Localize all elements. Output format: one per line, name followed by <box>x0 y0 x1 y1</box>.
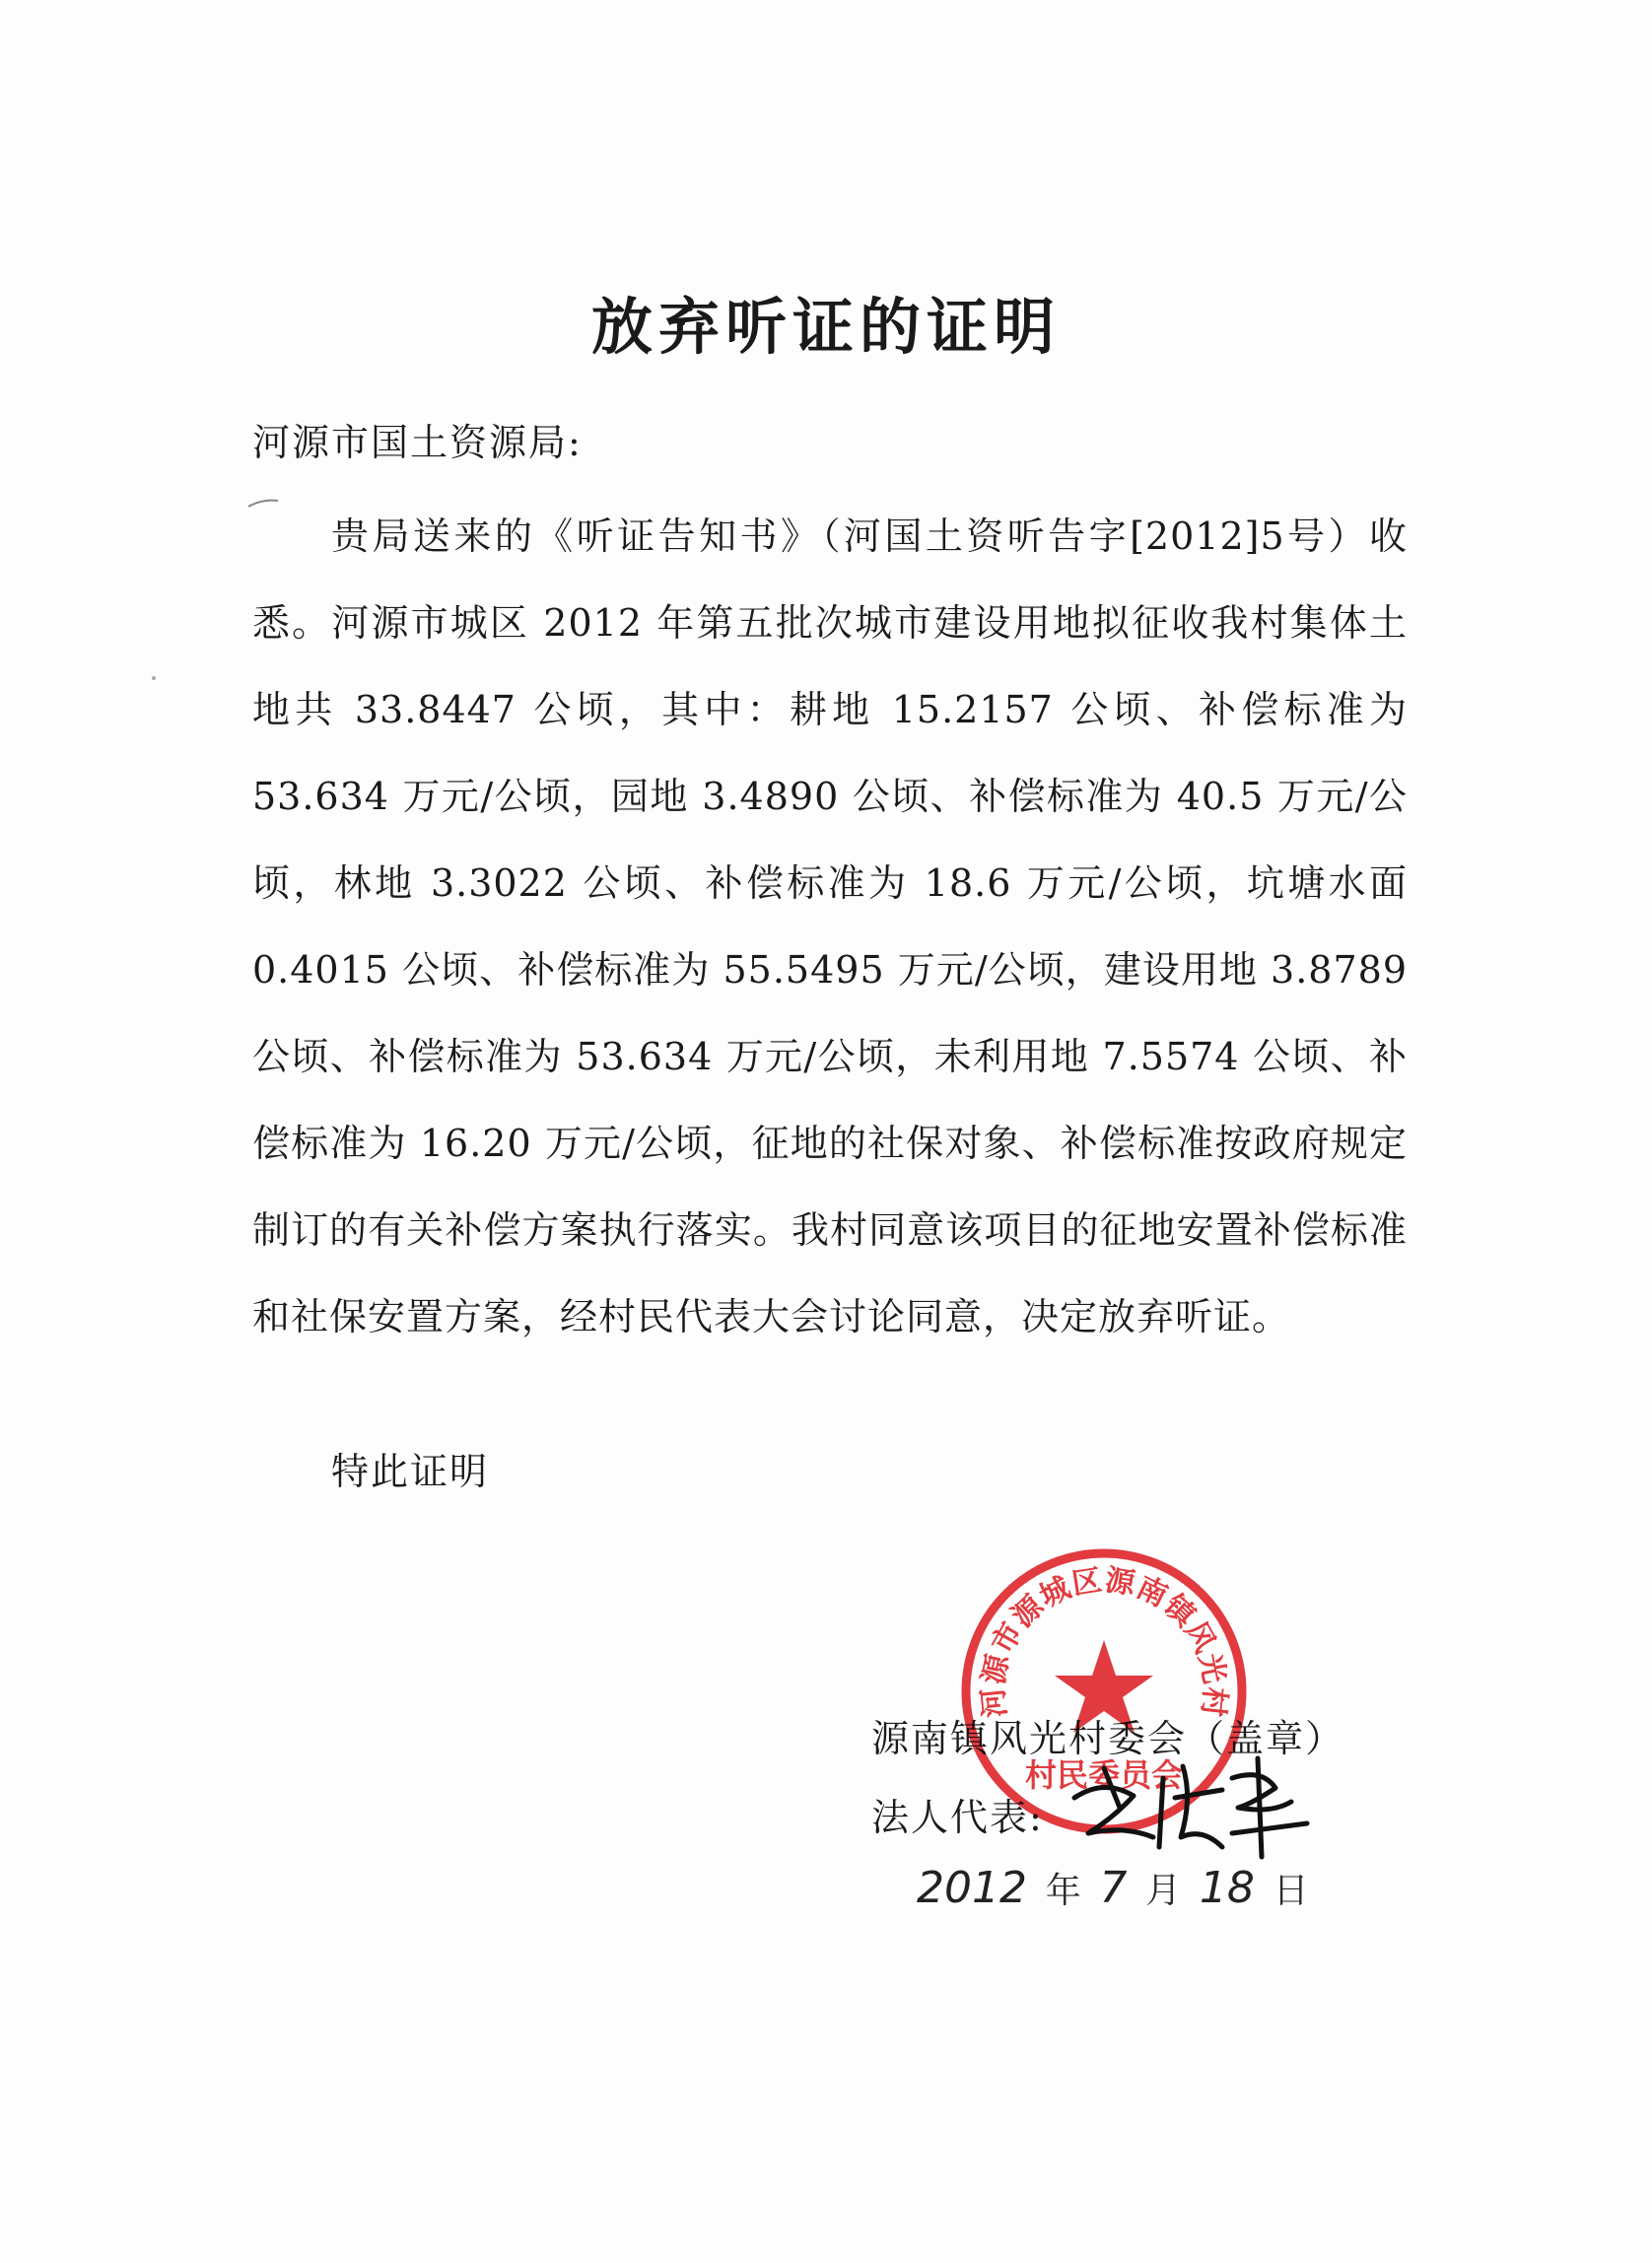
seal-bottom-text: 村民委员会 <box>1024 1756 1184 1794</box>
date-day-unit: 日 <box>1273 1871 1309 1911</box>
date-month: 7 <box>1099 1863 1128 1913</box>
handwritten-signature <box>1065 1739 1321 1867</box>
closing-line: 特此证明 <box>331 1450 490 1493</box>
seal-ring-text: 河源市源城区源南镇风光村 <box>976 1562 1232 1720</box>
seal-star-icon <box>1055 1640 1153 1733</box>
organization-name: 源南镇风光村委会（盖章） <box>871 1717 1345 1760</box>
date-day: 18 <box>1199 1863 1255 1913</box>
date-year: 2012 <box>917 1863 1027 1913</box>
scan-mark <box>146 670 166 690</box>
date-year-unit: 年 <box>1045 1871 1081 1911</box>
legal-representative-label: 法人代表: <box>871 1796 1044 1839</box>
document-title: 放弃听证的证明 <box>590 291 1061 363</box>
body-paragraph: 贵局送来的《听证告知书》（河国土资听告字[2012]5号）收悉。河源市城区 2012 年第五批次城市建设用地拟征收我村集体土地共 33.8447 公顷，其中：耕地 15.2157 公顷、补偿标准为 53.634 万元/公顷，园地 3.4890 公顷、补偿标准为 40.5 万元/公顷，林地 3.3022 公顷、补偿标准为 18.6 万元/公顷，坑塘水面 0.4015 公顷、补偿标准为 55.5495 万元/公顷，建设用地 3.8789 公顷、补偿标准为 53.634 万元/公顷，未利用地 7.5574 公顷、补偿标准为 16.20 万元/公顷，征地的社保对象、补偿标准按政府规定制订的有关补偿方案执行落实。我村同意该项目的征地安置补偿标准和社保安置方案，经村民代表大会讨论同意，决定放弃听证。 <box>252 514 1408 1338</box>
salutation: 河源市国土资源局: <box>252 421 583 464</box>
signing-date <box>917 1863 1315 1913</box>
date-month-unit: 月 <box>1145 1871 1182 1911</box>
